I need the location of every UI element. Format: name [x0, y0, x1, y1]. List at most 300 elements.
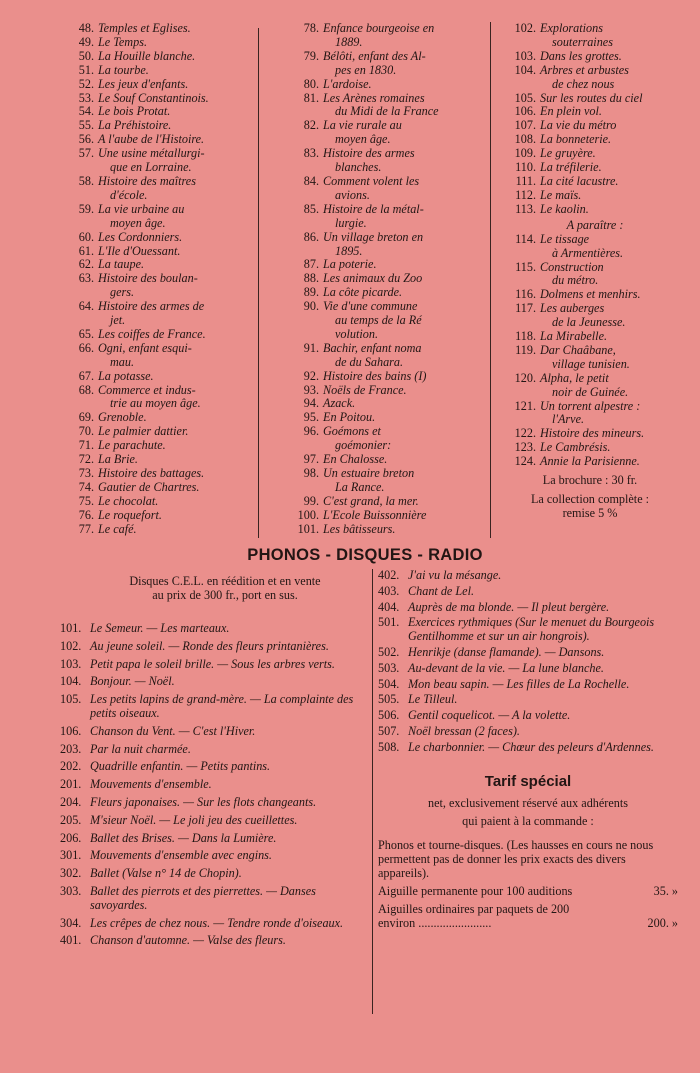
entry-number: 95.: [303, 410, 319, 425]
entry-title-line: village tunisien.: [552, 356, 630, 371]
entry-title: [540, 50, 678, 64]
brochure-entry: [502, 400, 678, 428]
entry-title: [323, 425, 478, 453]
brochure-entry: [283, 22, 478, 50]
entry-title: [540, 344, 678, 372]
brochure-entry: [60, 245, 250, 259]
entry-title-line: La tréfilerie.: [540, 160, 602, 175]
entry-title-line: Le parachute.: [98, 438, 166, 453]
disc-number: 508.: [378, 739, 400, 754]
entry-title: [98, 370, 250, 384]
disc-number: 103.: [60, 656, 82, 671]
entry-number: 115.: [515, 259, 536, 274]
entry-title-line: Le Souf Constantinois.: [98, 90, 209, 105]
column-divider-1: [258, 28, 259, 538]
entry-title: [540, 105, 678, 119]
brochure-entry: [502, 261, 678, 289]
entry-title-line: Le tissage: [540, 231, 590, 246]
disques-intro-line1: Disques C.E.L. en réédition et en vente: [129, 574, 321, 588]
entry-number: 118.: [515, 329, 536, 344]
entry-title-line: mau.: [110, 354, 135, 369]
entry-title: [323, 175, 478, 203]
entry-number: 59.: [78, 201, 94, 216]
disc-entry: [378, 725, 678, 739]
entry-number: 114.: [515, 231, 536, 246]
entry-title-line: jet.: [110, 313, 126, 328]
brochure-entry: [502, 133, 678, 147]
entry-title-line: L'Ecole Buissonnière: [323, 507, 427, 522]
entry-title: [98, 133, 250, 147]
disc-number: 106.: [60, 723, 82, 738]
entry-number: 120.: [514, 370, 536, 385]
brochure-entry: [60, 495, 250, 509]
brochure-entry: [502, 441, 678, 455]
entry-title: [98, 78, 250, 92]
entry-title-line: Vie d'une commune: [323, 299, 418, 314]
disc-title: Chanson du Vent. — C'est l'Hiver.: [90, 723, 256, 738]
entry-title-line: moyen âge.: [110, 215, 166, 230]
entry-number: 119.: [515, 342, 536, 357]
entry-title-line: Dar Chaâbane,: [540, 342, 616, 357]
entry-title-line: Azack.: [323, 396, 356, 411]
entry-title: [323, 300, 478, 342]
entry-number: 51.: [78, 62, 94, 77]
entry-title-line: lurgie.: [335, 215, 367, 230]
entry-number: 122.: [514, 426, 536, 441]
brochure-list-col1: [60, 22, 250, 537]
entry-number: 64.: [78, 299, 94, 314]
disc-entry: [60, 885, 365, 913]
disc-title: Noël bressan (2 faces).: [408, 723, 520, 738]
entry-title: [98, 119, 250, 133]
disc-entry: [60, 658, 365, 672]
entry-number: 54.: [78, 104, 94, 119]
entry-title: [323, 147, 478, 175]
entry-title: [540, 427, 678, 441]
brochure-entry: [60, 78, 250, 92]
disc-entry: [60, 814, 365, 828]
entry-title-line: Histoire des maîtres: [98, 173, 196, 188]
disc-entry: [60, 675, 365, 689]
entry-title-line: C'est grand, la mer.: [323, 493, 419, 508]
disc-title: Exercices rythmiques (Sur le menuet du Bourgeois Gentilhomme et sur un air hongrois).: [408, 615, 655, 644]
entry-title: [98, 64, 250, 78]
entry-number: 61.: [78, 243, 94, 258]
brochure-entry: [60, 411, 250, 425]
entry-title-line: Dans les grottes.: [540, 48, 622, 63]
entry-title-line: goémonier:: [335, 438, 392, 453]
brochure-entry: [60, 453, 250, 467]
entry-title-line: La bonneterie.: [540, 132, 612, 147]
disc-title: Mouvements d'ensemble.: [90, 777, 212, 792]
entry-title-line: Le chocolat.: [98, 493, 159, 508]
entry-title-line: Les jeux d'enfants.: [98, 76, 189, 91]
brochure-entry: [283, 342, 478, 370]
entry-title-line: au temps de la Ré: [335, 313, 422, 328]
tarif-phonos: Phonos et tourne-disques. (Les hausses en cours ne nous permettent pas de donner les prix exacts des divers appareils).: [378, 837, 654, 880]
entry-title: [323, 272, 478, 286]
entry-title-line: à Armentières.: [552, 245, 624, 260]
disc-number: 404.: [378, 599, 400, 614]
entry-number: 94.: [303, 396, 319, 411]
entry-title-line: Bélôti, enfant des Al-: [323, 48, 426, 63]
entry-title-line: L'ardoise.: [323, 76, 372, 91]
disc-entry: [378, 662, 678, 676]
brochure-entry: [502, 119, 678, 133]
brochure-entry: [60, 509, 250, 523]
entry-number: 96.: [303, 424, 319, 439]
entry-title: [98, 453, 250, 467]
entry-title: [540, 119, 678, 133]
disc-entry: [378, 741, 678, 755]
brochure-entry: [502, 372, 678, 400]
entry-number: 75.: [78, 493, 94, 508]
brochure-entry: [283, 509, 478, 523]
disc-number: 102.: [60, 638, 82, 653]
disc-entry: [60, 832, 365, 846]
entry-title-line: moyen âge.: [335, 132, 391, 147]
entry-title-line: Construction: [540, 259, 604, 274]
disc-number: 403.: [378, 583, 400, 598]
disc-title: M'sieur Noël. — Le joli jeu des cueillettes.: [90, 812, 298, 827]
brochure-entry: [283, 495, 478, 509]
entry-title: [540, 441, 678, 455]
a-paraitre-label: A paraître :: [566, 217, 624, 232]
entry-number: 70.: [78, 424, 94, 439]
entry-title: [98, 22, 250, 36]
disc-title: Par la nuit charmée.: [90, 741, 191, 756]
brochure-entry: [502, 64, 678, 92]
entry-title-line: Les coiffes de France.: [98, 326, 206, 341]
tarif-row-label: Aiguille permanente pour 100 auditions: [378, 883, 573, 898]
entry-title: [98, 425, 250, 439]
entry-title: [540, 400, 678, 428]
entry-number: 116.: [515, 287, 536, 302]
entry-title-line: du métro.: [552, 273, 599, 288]
disc-entry: [60, 917, 365, 931]
brochure-entry: [60, 272, 250, 300]
entry-title-line: Gautier de Chartres.: [98, 479, 200, 494]
brochure-entry: [283, 175, 478, 203]
entry-number: 108.: [514, 132, 536, 147]
entry-number: 76.: [78, 507, 94, 522]
entry-number: 48.: [78, 21, 94, 35]
brochure-entry: [60, 92, 250, 106]
entry-title-line: La potasse.: [98, 368, 154, 383]
disc-number: 206.: [60, 830, 82, 845]
disc-number: 505.: [378, 692, 400, 707]
brochure-entry: [60, 231, 250, 245]
entry-title-line: Histoire des bains (I): [323, 368, 427, 383]
entry-title-line: En Poitou.: [323, 410, 376, 425]
entry-title-line: Les Cordonniers.: [98, 229, 183, 244]
brochure-entry: [502, 288, 678, 302]
brochure-entry: [502, 427, 678, 441]
entry-title: [323, 119, 478, 147]
entry-title: [98, 411, 250, 425]
entry-number: 104.: [514, 62, 536, 77]
brochure-entry: [502, 147, 678, 161]
disc-number: 507.: [378, 723, 400, 738]
disc-title: Le Semeur. — Les marteaux.: [90, 621, 230, 635]
entry-title-line: que en Lorraine.: [110, 160, 192, 175]
tarif-title: Tarif spécial: [484, 772, 572, 790]
disc-title: Henrikje (danse flamande). — Dansons.: [408, 644, 605, 659]
entry-title: [98, 523, 250, 537]
disc-title: Au-devant de la vie. — La lune blanche.: [408, 660, 604, 675]
entry-title-line: Explorations: [540, 21, 603, 35]
tarif-intro-2: qui paient à la commande :: [462, 813, 594, 828]
entry-number: 92.: [303, 368, 319, 383]
disc-entry: [378, 585, 678, 599]
entry-number: 103.: [514, 48, 536, 63]
entry-title: [323, 78, 478, 92]
entry-title: [323, 495, 478, 509]
disc-title: Chant de Lel.: [408, 583, 475, 598]
brochure-entry: [60, 439, 250, 453]
entry-title: [98, 258, 250, 272]
brochure-entry: [283, 147, 478, 175]
brochure-entry: [502, 330, 678, 344]
entry-title: [540, 64, 678, 92]
entry-title: [98, 509, 250, 523]
entry-title-line: Commerce et indus-: [98, 382, 196, 397]
entry-number: 86.: [303, 229, 319, 244]
disc-entry: [60, 743, 365, 757]
disc-title: Ballet (Valse n° 14 de Chopin).: [90, 866, 242, 881]
disc-entry: [60, 693, 365, 721]
brochure-entry: [60, 258, 250, 272]
entry-title-line: En plein vol.: [540, 104, 602, 119]
entry-title-line: 1889.: [335, 34, 363, 49]
brochure-entry: [60, 300, 250, 328]
disc-title: Gentil coquelicot. — A la volette.: [408, 708, 571, 723]
collection-note-2: remise 5 %: [562, 506, 618, 521]
brochure-entry: [283, 397, 478, 411]
brochure-entry: [60, 105, 250, 119]
brochure-entry: [502, 92, 678, 106]
entry-title-line: Le palmier dattier.: [98, 424, 189, 439]
entry-title-line: Le Temps.: [98, 34, 147, 49]
entry-title-line: Les animaux du Zoo: [323, 271, 423, 286]
column-divider-2: [490, 22, 491, 538]
entry-title: [323, 203, 478, 231]
tarif-row-value: 35. »: [653, 883, 678, 898]
brochure-entry: [283, 411, 478, 425]
disc-entry: [378, 678, 678, 692]
collection-note-1: La collection complète :: [530, 492, 650, 507]
entry-title: [540, 22, 678, 50]
entry-title-line: du Midi de la France: [335, 104, 439, 119]
entry-number: 121.: [514, 398, 536, 413]
tarif-row-aiguille-permanente: [378, 884, 678, 898]
section-title: PHONOS - DISQUES - RADIO: [247, 546, 483, 564]
entry-title: [98, 50, 250, 64]
entry-title: [323, 397, 478, 411]
entry-title: [323, 342, 478, 370]
entry-title: [540, 261, 678, 289]
brochure-entry: [283, 453, 478, 467]
brochure-entry: [502, 22, 678, 50]
disc-number: 501.: [378, 615, 400, 630]
entry-title: [323, 509, 478, 523]
entry-title-line: Comment volent les: [323, 173, 420, 188]
disc-number: 504.: [378, 676, 400, 691]
disc-number: 402.: [378, 568, 400, 582]
entry-title: [98, 147, 250, 175]
disques-intro-line2: au prix de 300 fr., port en sus.: [152, 588, 298, 602]
disc-number: 303.: [60, 883, 82, 898]
entry-title: [98, 384, 250, 412]
brochure-entry: [60, 147, 250, 175]
disc-number: 101.: [60, 621, 82, 635]
entry-title-line: La taupe.: [98, 257, 145, 272]
entry-title: [323, 370, 478, 384]
brochure-entry: [283, 286, 478, 300]
disc-number: 205.: [60, 812, 82, 827]
entry-title-line: trie au moyen âge.: [110, 396, 201, 411]
brochure-list-col2: [283, 22, 478, 537]
entry-number: 78.: [303, 21, 319, 35]
brochure-entry: [283, 258, 478, 272]
brochure-entry: [60, 467, 250, 481]
brochure-entry: [283, 425, 478, 453]
entry-number: 97.: [303, 452, 319, 467]
entry-title: [540, 161, 678, 175]
entry-title: [323, 22, 478, 50]
disc-title: Ballet des Brises. — Dans la Lumière.: [90, 830, 277, 845]
entry-title: [323, 453, 478, 467]
disc-entry: [60, 867, 365, 881]
entry-title-line: La Houille blanche.: [98, 48, 196, 63]
entry-title-line: Alpha, le petit: [540, 370, 609, 385]
entry-title-line: Le gruyère.: [540, 146, 596, 161]
entry-number: 101.: [297, 521, 319, 536]
entry-title: [540, 330, 678, 344]
disc-entry: [378, 693, 678, 707]
entry-title: [98, 467, 250, 481]
entry-number: 57.: [78, 146, 94, 161]
entry-number: 98.: [303, 466, 319, 480]
entry-title-line: La cité lacustre.: [540, 173, 619, 188]
entry-title-line: Les auberges: [540, 301, 605, 316]
brochure-entry: [283, 523, 478, 537]
disc-title: J'ai vu la mésange.: [408, 568, 502, 582]
entry-title-line: l'Arve.: [552, 412, 585, 427]
brochure-entry: [60, 36, 250, 50]
disc-title: Chanson d'automne. — Valse des fleurs.: [90, 933, 286, 948]
entry-number: 100.: [297, 507, 319, 522]
entry-number: 60.: [78, 229, 94, 244]
entry-number: 106.: [514, 104, 536, 119]
entry-title-line: Le bois Protat.: [98, 104, 171, 119]
entry-title-line: Le maïs.: [540, 187, 582, 202]
brochure-entry: [60, 133, 250, 147]
entry-number: 77.: [78, 521, 94, 536]
entry-title-line: Ogni, enfant esqui-: [98, 340, 192, 355]
disc-number: 304.: [60, 915, 82, 930]
disc-title: Au jeune soleil. — Ronde des fleurs printanières.: [90, 638, 329, 653]
entry-title-line: Goémons et: [323, 424, 381, 439]
brochure-entry: [60, 22, 250, 36]
disc-entry: [60, 622, 365, 636]
entry-number: 55.: [78, 118, 94, 133]
entry-title: [98, 36, 250, 50]
entry-title-line: Le Cambrésis.: [540, 440, 611, 455]
entry-number: 117.: [515, 301, 536, 316]
disc-title: Quadrille enfantin. — Petits pantins.: [90, 759, 271, 774]
disc-title: Le charbonnier. — Chœur des peleurs d'Ardennes.: [408, 739, 654, 754]
disc-number: 204.: [60, 794, 82, 809]
entry-title: [323, 411, 478, 425]
entry-title: [98, 439, 250, 453]
brochure-entry: [502, 189, 678, 203]
brochure-entry: [283, 272, 478, 286]
entry-number: 84.: [303, 173, 319, 188]
entry-title: [98, 328, 250, 342]
entry-title: [98, 481, 250, 495]
brochure-entry: [502, 233, 678, 261]
entry-title-line: Sur les routes du ciel: [540, 90, 643, 105]
brochure-entry: [283, 78, 478, 92]
disc-entry: [60, 849, 365, 863]
entry-number: 89.: [303, 285, 319, 300]
entry-number: 69.: [78, 410, 94, 425]
disc-number: 506.: [378, 708, 400, 723]
brochure-entry: [283, 92, 478, 120]
brochure-entry: [283, 50, 478, 78]
disc-number: 105.: [60, 692, 82, 707]
entry-number: 81.: [303, 90, 319, 105]
entry-number: 72.: [78, 452, 94, 467]
disc-title: Le Tilleul.: [408, 692, 458, 707]
disc-entry: [378, 616, 678, 644]
entry-title-line: La poterie.: [323, 257, 377, 272]
disc-entry: [378, 569, 678, 583]
entry-title: [323, 92, 478, 120]
entry-title-line: de chez nous: [552, 76, 615, 91]
disc-entry: [378, 646, 678, 660]
entry-number: 124.: [514, 454, 536, 469]
entry-title-line: 1895.: [335, 243, 363, 258]
entry-number: 123.: [514, 440, 536, 455]
entry-number: 88.: [303, 271, 319, 286]
brochure-entry: [60, 50, 250, 64]
entry-title: [540, 203, 678, 217]
entry-number: 53.: [78, 90, 94, 105]
entry-title: [323, 50, 478, 78]
brochure-entry: [60, 203, 250, 231]
entry-number: 112.: [515, 187, 536, 202]
entry-title-line: Le kaolin.: [540, 201, 589, 216]
entry-title-line: Dolmens et menhirs.: [540, 287, 641, 302]
disc-number: 503.: [378, 660, 400, 675]
entry-number: 110.: [515, 160, 536, 175]
entry-title-line: Arbres et arbustes: [540, 62, 629, 77]
disc-title: Auprès de ma blonde. — Il pleut bergère.: [408, 599, 610, 614]
entry-title-line: Histoire des mineurs.: [540, 426, 645, 441]
brochure-entry: [502, 455, 678, 469]
entry-number: 62.: [78, 257, 94, 272]
disques-intro: [75, 574, 375, 602]
entry-title: [540, 133, 678, 147]
disc-title: Mon beau sapin. — Les filles de La Rochelle.: [408, 676, 630, 691]
entry-title: [540, 147, 678, 161]
entry-title-line: Histoire des boulan-: [98, 271, 198, 286]
entry-title: [323, 231, 478, 259]
brochure-entry: [283, 300, 478, 342]
entry-number: 91.: [303, 340, 319, 355]
